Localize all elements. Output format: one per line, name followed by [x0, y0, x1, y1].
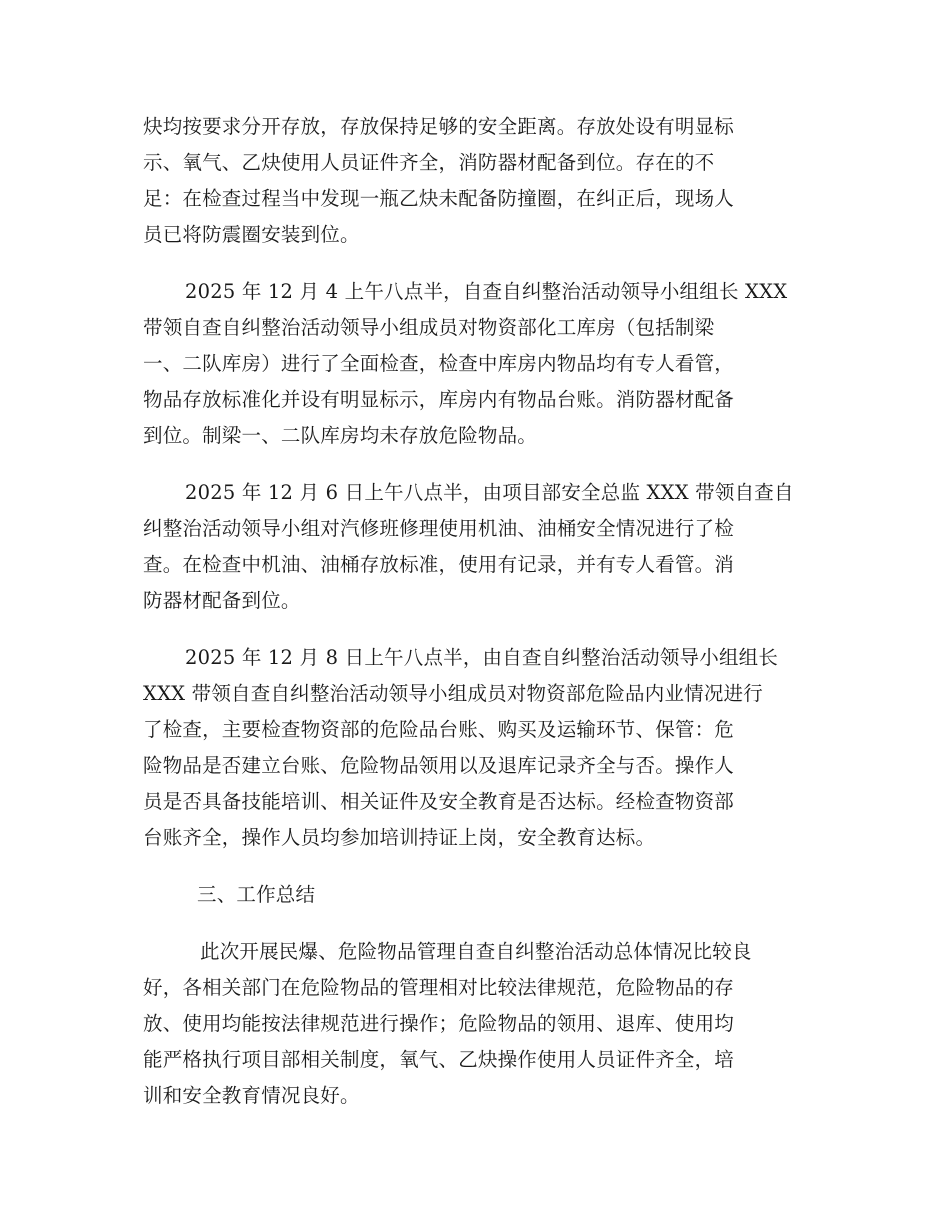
text-line: 足：在检查过程当中发现一瓶乙炔未配备防撞圈，在纠正后，现场人 — [143, 187, 735, 210]
text-line: 查。在检查中机油、油桶存放标准，使用有记录，并有专人看管。消 — [143, 553, 735, 576]
text-line: 2025 年 12 月 6 日上午八点半，由项目部安全总监 XXX 带领自查自 — [185, 481, 794, 504]
text-line: 带领自查自纠整治活动领导小组成员对物资部化工库房（包括制梁 — [143, 316, 715, 339]
text-line: 2025 年 12 月 8 日上午八点半，由自查自纠整治活动领导小组组长 — [185, 646, 779, 669]
text-line: 物品存放标准化并设有明显标示，库房内有物品台账。消防器材配备 — [143, 388, 735, 411]
text-line: 员是否具备技能培训、相关证件及安全教育是否达标。经检查物资部 — [143, 790, 735, 813]
text-line: 好，各相关部门在危险物品的管理相对比较法律规范，危险物品的存 — [143, 976, 735, 999]
text-line: 此次开展民爆、危险物品管理自查自纠整治活动总体情况比较良 — [200, 940, 752, 963]
section-heading: 三、工作总结 — [197, 883, 316, 906]
text-line: 台账齐全，操作人员均参加培训持证上岗，安全教育达标。 — [143, 826, 656, 849]
text-line: 训和安全教育情况良好。 — [143, 1084, 360, 1107]
text-line: 炔均按要求分开存放，存放保持足够的安全距离。存放处设有明显标 — [143, 115, 735, 138]
text-line: 放、使用均能按法律规范进行操作；危险物品的领用、退库、使用均 — [143, 1012, 735, 1035]
text-line: 一、二队库房）进行了全面检查，检查中库房内物品均有专人看管， — [143, 352, 735, 375]
text-line: 了检查，主要检查物资部的危险品台账、购买及运输环节、保管：危 — [143, 718, 735, 741]
text-line: XXX 带领自查自纠整治活动领导小组成员对物资部危险品内业情况进行 — [143, 682, 763, 705]
text-line: 险物品是否建立台账、危险物品领用以及退库记录齐全与否。操作人 — [143, 754, 735, 777]
text-line: 能严格执行项目部相关制度，氧气、乙炔操作使用人员证件齐全，培 — [143, 1048, 735, 1071]
text-line: 纠整治活动领导小组对汽修班修理使用机油、油桶安全情况进行了检 — [143, 517, 735, 540]
text-line: 防器材配备到位。 — [143, 589, 301, 612]
text-line: 2025 年 12 月 4 上午八点半，自查自纠整治活动领导小组组长 XXX — [185, 280, 788, 303]
text-line: 员已将防震圈安装到位。 — [143, 223, 360, 246]
text-line: 到位。制梁一、二队库房均未存放危险物品。 — [143, 424, 538, 447]
text-line: 示、氧气、乙炔使用人员证件齐全，消防器材配备到位。存在的不 — [143, 151, 715, 174]
